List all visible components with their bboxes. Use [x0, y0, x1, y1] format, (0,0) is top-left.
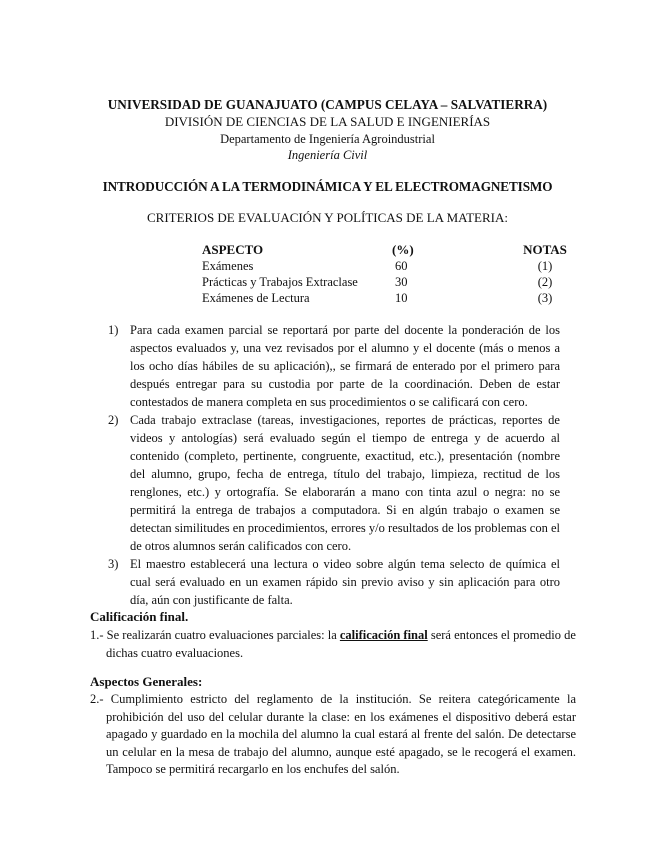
evaluation-table	[202, 242, 575, 306]
list-item-text: Cada trabajo extraclase (tareas, investigaciones, reportes de prácticas, reportes de videos y antologías) será evaluado según el tiempo de entrega y de acuerdo al contenido (completo, pertinente, congruente, exactitud, etc.), presentación (nombre del alumno, grupo, fecha de entrega, título del trabajo, limpieza, rectitud de los renglones, etc.) y ortografía. Se elaborarán a mano con tinta azul o negra: no se permitirá la entrega de trabajos a computadora. Si en algún trabajo o examen se detectan similitudes en procedimientos, errores y/o resultados de los problemas con el de otros alumnos serán calificados con cero.	[130, 413, 560, 553]
table-cell-note: (1)	[537, 259, 553, 273]
final-grade-emphasis: calificación final	[339, 628, 428, 642]
final-grade-paragraph	[90, 626, 581, 662]
table-header-row	[202, 242, 575, 258]
list-item-number: 1)	[108, 323, 119, 337]
division-name: DIVISIÓN DE CIENCIAS DE LA SALUD E INGENIERÍAS	[164, 114, 491, 129]
table-cell-percent: 10	[395, 291, 408, 305]
table-cell-percent: 30	[395, 275, 408, 289]
table-cell-note: (3)	[537, 291, 553, 305]
general-heading: Aspectos Generales:	[90, 674, 203, 689]
table-cell-aspect: Exámenes	[202, 259, 254, 273]
table-row	[202, 290, 575, 306]
table-cell-aspect: Exámenes de Lectura	[202, 291, 310, 305]
program-name: Ingeniería Civil	[287, 148, 368, 162]
table-cell-aspect: Prácticas y Trabajos Extraclase	[202, 275, 358, 289]
table-row	[202, 258, 575, 274]
list-item-number: 3)	[108, 557, 119, 571]
university-name: UNIVERSIDAD DE GUANAJUATO (CAMPUS CELAYA – SALVATIERRA)	[107, 97, 548, 112]
header-aspecto: ASPECTO	[202, 242, 264, 257]
list-item	[108, 411, 560, 555]
final-grade-suffix: será entonces el promedio de dichas cuatro evaluaciones.	[106, 628, 576, 660]
header-notas: NOTAS	[523, 242, 567, 257]
rules-list	[108, 321, 560, 609]
table-row	[202, 274, 575, 290]
general-paragraph: 2.- Cumplimiento estricto del reglamento de la institución. Se reitera categóricamente la prohibición del uso del celular durante la clase: en los exámenes el dispositivo deberá estar apagado y guardado en la mochila del alumno la cual estará al frente del salón. De detectarse un celular en la mesa de trabajo del alumno, aunque esté apagado, se le recogerá el examen. Tampoco se permitirá recargarlo en los enchufes del salón.	[90, 692, 576, 776]
list-item	[108, 555, 560, 609]
table-cell-percent: 60	[395, 259, 408, 273]
list-item-text: Para cada examen parcial se reportará por parte del docente la ponderación de los aspectos evaluados y, una vez revisados por el alumno y el docente (más o menos a los ocho días hábiles de su aplicación),, se firmará de enterado por el primero para después entregar para su custodia por parte de la coordinación. Deben de estar contestados de manera completa en sus procedimientos o se calificará con cero.	[130, 323, 560, 409]
criteria-title: CRITERIOS DE EVALUACIÓN Y POLÍTICAS DE LA MATERIA:	[147, 210, 508, 225]
course-title: INTRODUCCIÓN A LA TERMODINÁMICA Y EL ELECTROMAGNETISMO	[102, 179, 553, 194]
final-grade-prefix: 1.- Se realizarán cuatro evaluaciones parciales: la	[90, 628, 340, 642]
list-item	[108, 321, 560, 411]
table-cell-note: (2)	[537, 275, 553, 289]
department-name: Departamento de Ingeniería Agroindustrial	[220, 132, 435, 146]
list-item-text: El maestro establecerá una lectura o video sobre algún tema selecto de química el cual será evaluado en un examen rápido sin previo aviso y sin aplicación para otro día, aún con justificante de falta.	[130, 557, 560, 607]
list-item-number: 2)	[108, 413, 119, 427]
final-grade-heading: Calificación final.	[90, 609, 189, 624]
header-percent: (%)	[392, 242, 414, 257]
